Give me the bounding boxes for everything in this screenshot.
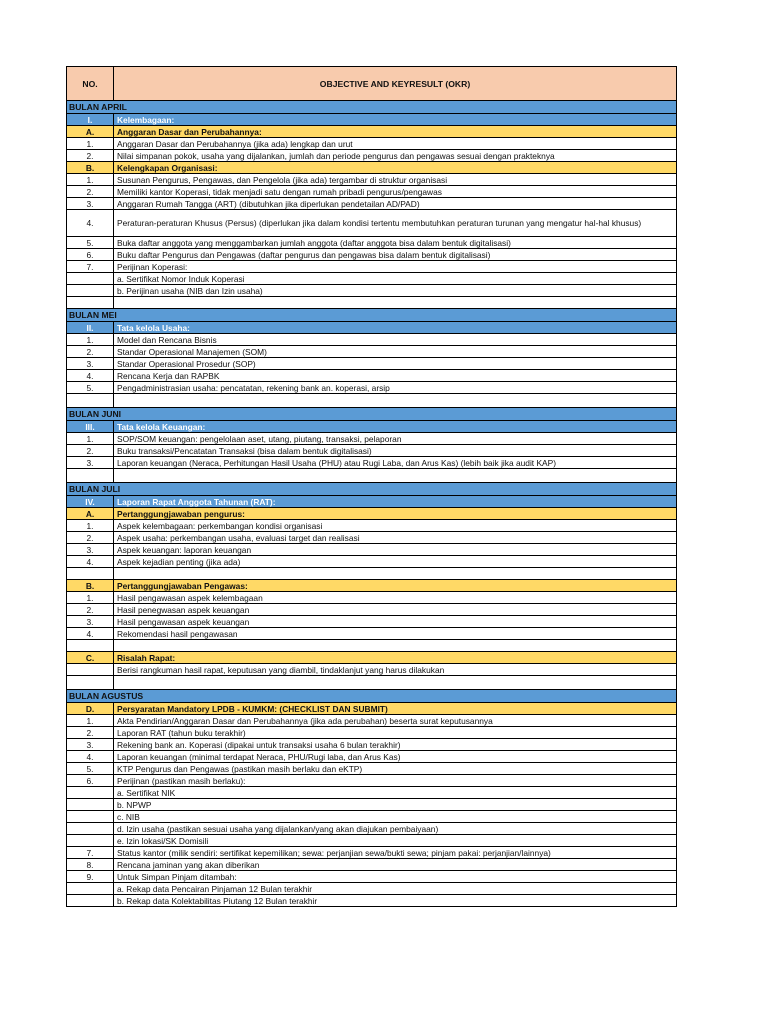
table-row — [67, 237, 677, 249]
row-number: 1. — [67, 138, 114, 149]
row-text: Aspek usaha: perkembangan usaha, evaluasi target dan realisasi — [114, 532, 677, 543]
table-row — [67, 520, 677, 532]
row-number: 3. — [67, 198, 114, 209]
table-row — [67, 787, 677, 799]
row-text: Laporan keuangan (Neraca, Perhitungan Hasil Usaha (PHU) atau Rugi Laba, dan Arus Kas) (lebih baik jika audit KAP) — [114, 457, 677, 468]
table-row — [67, 604, 677, 616]
table-row — [67, 739, 677, 751]
row-text: Pertanggungjawaban pengurus: — [114, 508, 677, 519]
subsection-row — [67, 652, 677, 664]
row-number: 4. — [67, 628, 114, 639]
row-number — [67, 394, 114, 407]
subsection-row — [67, 580, 677, 592]
month-header-row — [67, 309, 677, 322]
row-text: Rekening bank an. Koperasi (dipakai untuk transaksi usaha 6 bulan terakhir) — [114, 739, 677, 750]
row-text: Perijinan (pastikan masih berlaku): — [114, 775, 677, 786]
row-text: KTP Pengurus dan Pengawas (pastikan masih berlaku dan eKTP) — [114, 763, 677, 774]
month-label: BULAN JUNI — [67, 408, 677, 420]
empty-row — [67, 640, 677, 652]
table-row — [67, 532, 677, 544]
row-text: Kelembagaan: — [114, 114, 677, 125]
row-text: Anggaran Dasar dan Perubahannya: — [114, 126, 677, 137]
row-text: Pengadministrasian usaha: pencatatan, rekening bank an. koperasi, arsip — [114, 382, 677, 393]
row-number: 6. — [67, 775, 114, 786]
row-text: Untuk Simpan Pinjam ditambah: — [114, 871, 677, 882]
row-number: 3. — [67, 616, 114, 627]
row-text: Tata kelola Keuangan: — [114, 421, 677, 432]
category-row — [67, 496, 677, 508]
table-row — [67, 273, 677, 285]
row-text: Standar Operasional Prosedur (SOP) — [114, 358, 677, 369]
table-row — [67, 847, 677, 859]
row-number: 2. — [67, 445, 114, 456]
table-row — [67, 556, 677, 568]
row-text: Pertanggungjawaban Pengawas: — [114, 580, 677, 591]
category-row — [67, 421, 677, 433]
row-number: B. — [67, 162, 114, 173]
row-number: 3. — [67, 739, 114, 750]
row-number — [67, 640, 114, 651]
row-number — [67, 664, 114, 675]
table-row — [67, 334, 677, 346]
row-number — [67, 297, 114, 308]
month-label: BULAN JULI — [67, 483, 677, 495]
row-text: Berisi rangkuman hasil rapat, keputusan yang diambil, tindaklanjut yang harus dilakukan — [114, 664, 677, 675]
empty-row — [67, 469, 677, 483]
table-row — [67, 883, 677, 895]
row-text: Aspek keuangan: laporan keuangan — [114, 544, 677, 555]
row-text: c. NIB — [114, 811, 677, 822]
category-row — [67, 114, 677, 126]
row-text: Laporan RAT (tahun buku terakhir) — [114, 727, 677, 738]
row-number: II. — [67, 322, 114, 333]
row-number — [67, 823, 114, 834]
table-row — [67, 433, 677, 445]
table-row — [67, 186, 677, 198]
row-number: B. — [67, 580, 114, 591]
row-number — [67, 273, 114, 284]
table-row — [67, 859, 677, 871]
table-row — [67, 895, 677, 907]
row-text: Susunan Pengurus, Pengawas, dan Pengelola (jika ada) tergambar di struktur organisasi — [114, 174, 677, 185]
table-row — [67, 823, 677, 835]
month-header-row — [67, 408, 677, 421]
row-text — [114, 640, 677, 651]
empty-row — [67, 568, 677, 580]
row-text: Hasil pengawasan aspek keuangan — [114, 616, 677, 627]
row-number: 1. — [67, 433, 114, 444]
row-number: 3. — [67, 544, 114, 555]
row-text: Persyaratan Mandatory LPDB - KUMKM: (CHECKLIST DAN SUBMIT) — [114, 703, 677, 714]
table-row — [67, 544, 677, 556]
empty-row — [67, 676, 677, 690]
row-number: 1. — [67, 715, 114, 726]
row-number: 2. — [67, 346, 114, 357]
row-number: 5. — [67, 382, 114, 393]
row-number: 3. — [67, 358, 114, 369]
row-number: IV. — [67, 496, 114, 507]
row-text: Model dan Rencana Bisnis — [114, 334, 677, 345]
table-row — [67, 138, 677, 150]
row-text: Nilai simpanan pokok, usaha yang dijalankan, jumlah dan periode pengurus dan pengawas sesuai dengan prakteknya — [114, 150, 677, 161]
row-text: Anggaran Rumah Tangga (ART) (dibutuhkan jika diperlukan pendetailan AD/PAD) — [114, 198, 677, 209]
row-text — [114, 297, 677, 308]
row-text: a. Sertifikat NIK — [114, 787, 677, 798]
row-text: b. NPWP — [114, 799, 677, 810]
row-number: 1. — [67, 520, 114, 531]
table-row — [67, 835, 677, 847]
row-number — [67, 799, 114, 810]
row-text: e. Izin lokasi/SK Domisili — [114, 835, 677, 846]
table-row — [67, 592, 677, 604]
row-text: Buku daftar Pengurus dan Pengawas (daftar pengurus dan pengawas bisa dalam bentuk digitalisasi) — [114, 249, 677, 260]
row-number — [67, 469, 114, 482]
row-text: Aspek kejadian penting (jika ada) — [114, 556, 677, 567]
table-row — [67, 775, 677, 787]
row-text: d. Izin usaha (pastikan sesuai usaha yang dijalankan/yang akan diajukan pembaiyaan) — [114, 823, 677, 834]
row-number: 5. — [67, 237, 114, 248]
row-text: b. Perijinan usaha (NIB dan Izin usaha) — [114, 285, 677, 296]
table-row — [67, 751, 677, 763]
table-row — [67, 210, 677, 237]
row-number: D. — [67, 703, 114, 714]
row-text: Rencana Kerja dan RAPBK — [114, 370, 677, 381]
row-text — [114, 568, 677, 579]
header-title: OBJECTIVE AND KEYRESULT (OKR) — [114, 67, 677, 100]
row-number — [67, 811, 114, 822]
row-number: 1. — [67, 592, 114, 603]
table-row — [67, 346, 677, 358]
row-text: Rencana jaminan yang akan diberikan — [114, 859, 677, 870]
row-number: 2. — [67, 604, 114, 615]
row-number — [67, 895, 114, 906]
row-text: b. Rekap data Kolektabilitas Piutang 12 Bulan terakhir — [114, 895, 677, 906]
table-row — [67, 370, 677, 382]
row-text: SOP/SOM keuangan: pengelolaan aset, utang, piutang, transaksi, pelaporan — [114, 433, 677, 444]
table-row — [67, 198, 677, 210]
table-row — [67, 382, 677, 394]
subsection-row — [67, 126, 677, 138]
row-number — [67, 285, 114, 296]
table-row — [67, 150, 677, 162]
table-row — [67, 628, 677, 640]
row-text: Status kantor (milik sendiri: sertifikat kepemilikan; sewa: perjanjian sewa/bukti sewa; pinjam pakai: perjanjian/lainnya) — [114, 847, 677, 858]
table-row — [67, 763, 677, 775]
row-text: Buka daftar anggota yang menggambarkan jumlah anggota (daftar anggota bisa dalam bentuk digitalisasi) — [114, 237, 677, 248]
row-number — [67, 568, 114, 579]
table-row — [67, 261, 677, 273]
row-number: 4. — [67, 751, 114, 762]
table-row — [67, 871, 677, 883]
table-row — [67, 358, 677, 370]
table-row — [67, 457, 677, 469]
header-no: NO. — [67, 67, 114, 100]
row-number: 8. — [67, 859, 114, 870]
row-text: Hasil penegwasan aspek keuangan — [114, 604, 677, 615]
row-text: Kelengkapan Organisasi: — [114, 162, 677, 173]
row-number — [67, 883, 114, 894]
row-number: 4. — [67, 210, 114, 236]
table-row — [67, 811, 677, 823]
table-row — [67, 249, 677, 261]
row-text: Tata kelola Usaha: — [114, 322, 677, 333]
month-label: BULAN MEI — [67, 309, 677, 321]
row-number: 2. — [67, 186, 114, 197]
row-number: 2. — [67, 150, 114, 161]
row-number: 1. — [67, 174, 114, 185]
table-row — [67, 445, 677, 457]
row-text: Peraturan-peraturan Khusus (Persus) (diperlukan jika dalam kondisi tertentu membutuhkan peraturan turunan yang mengatur hal-hal khusus) — [114, 210, 677, 236]
row-text: Laporan Rapat Anggota Tahunan (RAT): — [114, 496, 677, 507]
row-number: 4. — [67, 556, 114, 567]
row-text: Aspek kelembagaan: perkembangan kondisi organisasi — [114, 520, 677, 531]
subsection-row — [67, 508, 677, 520]
row-number: 1. — [67, 334, 114, 345]
table-row — [67, 727, 677, 739]
table-row — [67, 285, 677, 297]
row-text — [114, 394, 677, 407]
empty-row — [67, 394, 677, 408]
row-number: 4. — [67, 370, 114, 381]
row-number: C. — [67, 652, 114, 663]
row-number — [67, 676, 114, 689]
month-label: BULAN AGUSTUS — [67, 690, 677, 702]
table-row — [67, 616, 677, 628]
row-number: 9. — [67, 871, 114, 882]
row-number: 7. — [67, 847, 114, 858]
month-header-row — [67, 101, 677, 114]
row-number: III. — [67, 421, 114, 432]
row-number: 6. — [67, 249, 114, 260]
row-text: Memiliki kantor Koperasi, tidak menjadi satu dengan rumah pribadi pengurus/pengawas — [114, 186, 677, 197]
table-row — [67, 715, 677, 727]
row-number: A. — [67, 508, 114, 519]
row-number: 7. — [67, 261, 114, 272]
category-row — [67, 322, 677, 334]
row-text — [114, 469, 677, 482]
row-number — [67, 835, 114, 846]
row-text: Rekomendasi hasil pengawasan — [114, 628, 677, 639]
month-label: BULAN APRIL — [67, 101, 677, 113]
table-row — [67, 799, 677, 811]
empty-row — [67, 297, 677, 309]
row-number: 5. — [67, 763, 114, 774]
month-header-row — [67, 483, 677, 496]
table-row — [67, 664, 677, 676]
row-text: Standar Operasional Manajemen (SOM) — [114, 346, 677, 357]
subsection-row — [67, 703, 677, 715]
subsection-row — [67, 162, 677, 174]
row-number: 2. — [67, 727, 114, 738]
row-text: Risalah Rapat: — [114, 652, 677, 663]
row-text — [114, 676, 677, 689]
row-number: A. — [67, 126, 114, 137]
row-number — [67, 787, 114, 798]
okr-table — [66, 66, 677, 907]
row-number: 2. — [67, 532, 114, 543]
row-text: Anggaran Dasar dan Perubahannya (jika ada) lengkap dan urut — [114, 138, 677, 149]
row-text: Buku transaksi/Pencatatan Transaksi (bisa dalam bentuk digitalisasi) — [114, 445, 677, 456]
row-number: I. — [67, 114, 114, 125]
row-number: 3. — [67, 457, 114, 468]
table-row — [67, 174, 677, 186]
table-body — [67, 101, 677, 907]
row-text: a. Sertifikat Nomor Induk Koperasi — [114, 273, 677, 284]
row-text: Laporan keuangan (minimal terdapat Neraca, PHU/Rugi laba, dan Arus Kas) — [114, 751, 677, 762]
row-text: Akta Pendirian/Anggaran Dasar dan Perubahannya (jika ada perubahan) beserta surat keputusannya — [114, 715, 677, 726]
month-header-row — [67, 690, 677, 703]
table-header-row — [67, 67, 677, 101]
row-text: Perijinan Koperasi: — [114, 261, 677, 272]
row-text: a. Rekap data Pencairan Pinjaman 12 Bulan terakhir — [114, 883, 677, 894]
row-text: Hasil pengawasan aspek kelembagaan — [114, 592, 677, 603]
